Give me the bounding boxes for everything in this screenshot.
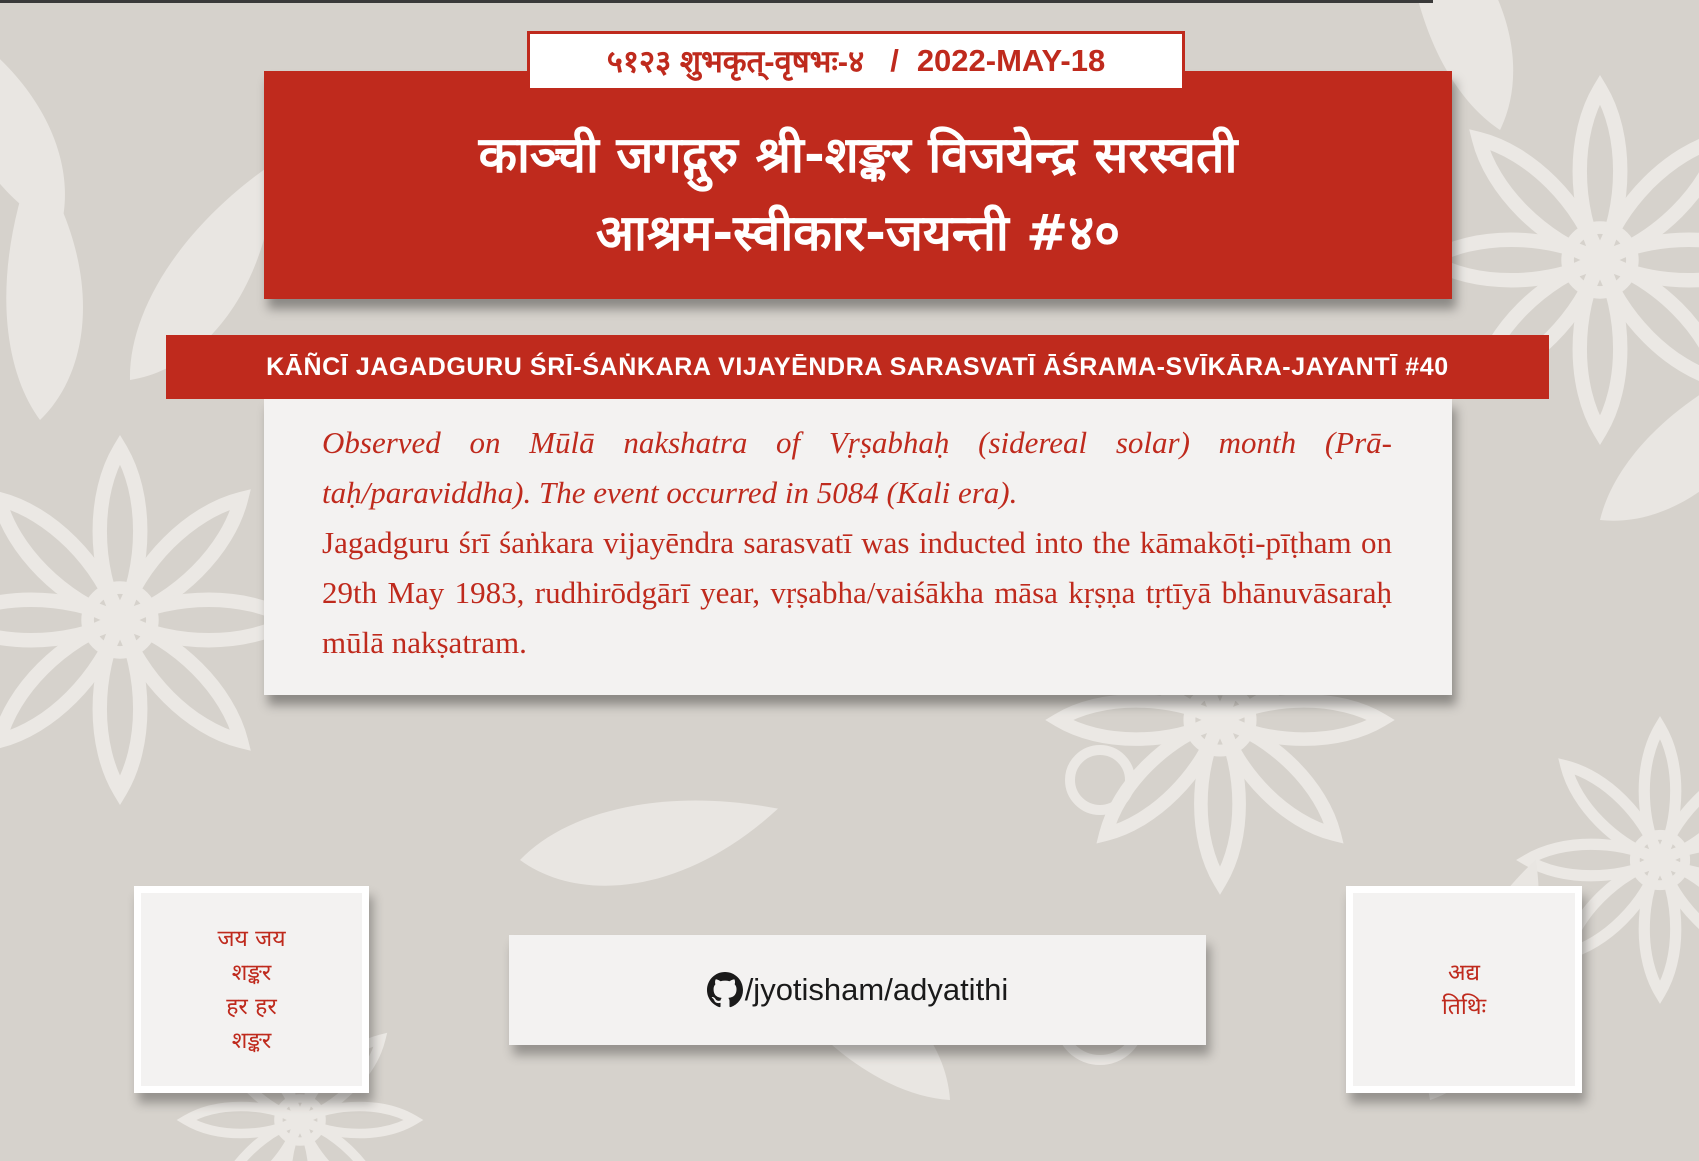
github-link[interactable] [509, 935, 1206, 1045]
date-native: ५१२३ शुभकृत्-वृषभः-४ [606, 44, 865, 79]
date-separator: / [890, 43, 899, 78]
left-card-line-2: शङ्कर [231, 959, 272, 986]
adya-tithi-card [1346, 886, 1582, 1093]
top-rule [0, 0, 1433, 3]
date-iso: 2022-MAY-18 [916, 43, 1106, 78]
left-card-line-3: हर हर [226, 993, 277, 1020]
left-card-line-1: जय जय [217, 925, 286, 952]
github-repo-path[interactable]: /jyotisham/adyatithi [744, 972, 1009, 1007]
observance-text: Observed on Mūlā nakshatra of Vṛṣabhaḥ (sidereal solar) month (Prā-taḥ/paraviddha). The event occurred in 5084 (Kali era). [322, 425, 1392, 510]
title-line-1: काञ्ची जगद्गुरु श्री-शङ्कर विजयेन्द्र सरस्वती [478, 126, 1238, 184]
description-box [264, 398, 1452, 695]
github-icon [707, 972, 743, 1008]
left-card-line-4: शङ्कर [231, 1027, 272, 1054]
title-line-2: आश्रम-स्वीकार-जयन्ती #४० [595, 204, 1121, 262]
event-details-text: Jagadguru śrī śaṅkara vijayēndra sarasvatī was inducted into the kāmakōṭi-pīṭham on 29th May 1983, rudhirōdgārī year, vṛṣabha/vaiśākha māsa kṛṣṇa tṛtīyā bhānuvāsaraḥ mūlā nakṣatram. [322, 525, 1392, 660]
subtitle-bar: KĀÑCĪ JAGADGURU ŚRĪ-ŚAṄKARA VIJAYĒNDRA SARASVATĪ ĀŚRAMA-SVĪKĀRA-JAYANTĪ #40 [166, 335, 1549, 399]
right-card-line-1: अद्य [1447, 959, 1481, 986]
date-header [527, 31, 1185, 91]
right-card-line-2: तिथिः [1441, 993, 1487, 1020]
jaya-shankara-card [134, 886, 369, 1093]
title-banner [264, 71, 1452, 299]
